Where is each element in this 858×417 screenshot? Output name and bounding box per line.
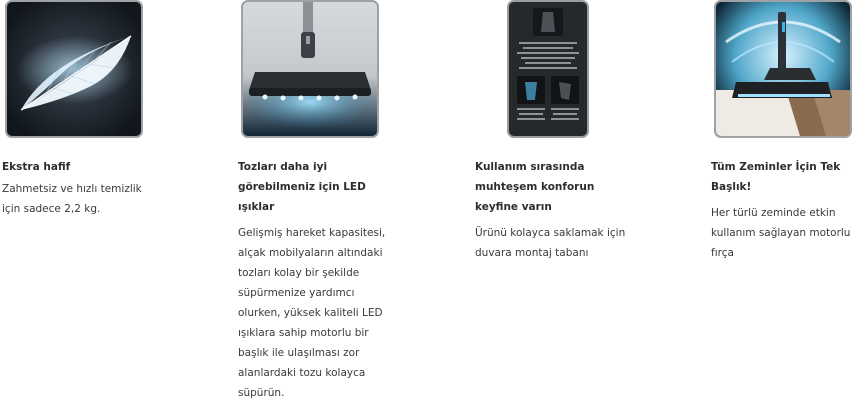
feature-description: Ürünü kolayca saklamak için duvara montaj tabanı: [475, 227, 626, 259]
feature-title: Tüm Zeminler İçin Tek Başlık!: [711, 161, 841, 193]
feature-description: Zahmetsiz ve hızlı temizlik için sadece 2,2 kg.: [2, 183, 142, 215]
feature-lightweight: [2, 0, 152, 219]
feature-title: Kullanım sırasında muhteşem konforun keyfine varın: [475, 161, 595, 213]
led-brush-icon: [243, 2, 377, 136]
feature-description: Her türlü zeminde etkin kullanım sağlayan motorlu fırça: [711, 207, 851, 259]
feature-wall-mount: [475, 0, 635, 263]
feature-all-floors: [711, 0, 856, 263]
feature-description: Gelişmiş hareket kapasitesi, alçak mobilyaların altındaki tozları kolay bir şekilde süpürmenize yardımcı olurken, yüksek kaliteli LED ışıklara sahip motorlu bir başlık ile ulaşılması zor alanlardaki tozu kolayca süpürün.: [238, 227, 386, 399]
feature-title: Tozları daha iyi görebilmeniz için LED ışıklar: [238, 161, 366, 213]
feature-led-lights: [238, 0, 398, 403]
feature-title: Ekstra hafif: [2, 161, 71, 173]
feature-image-frame: [5, 0, 143, 138]
feature-image-frame: [241, 0, 379, 138]
floor-brush-icon: [716, 2, 850, 136]
feather-icon: [7, 2, 141, 136]
feature-image-frame: [714, 0, 852, 138]
wall-mount-icon: [509, 2, 587, 136]
feature-image-frame: [507, 0, 589, 138]
